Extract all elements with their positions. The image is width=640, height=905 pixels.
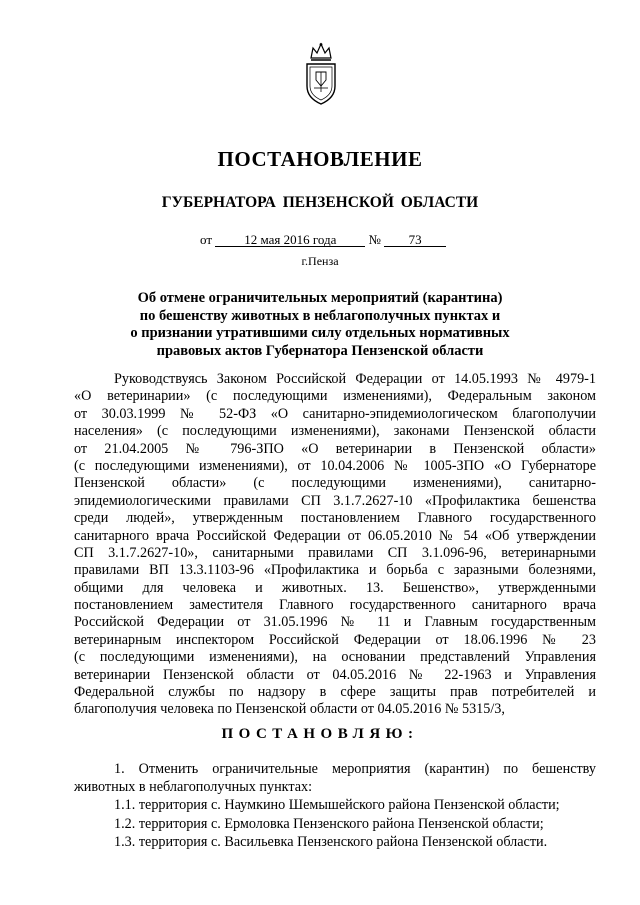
body-line: Руководствуясь Законом Российской Федерации от 14.05.1993 № 4979-1 <box>114 371 596 387</box>
body-line: Федеральной службы по надзору в сфере защиты прав потребителей и <box>74 684 596 701</box>
body-line: правилами ВП 13.3.1103-96 «Профилактика и борьба с заразными болезнями, <box>74 562 596 579</box>
heading-line: Об отмене ограничительных мероприятий (карантина) <box>137 290 503 306</box>
date-line <box>200 232 470 248</box>
decree-heading: ПОСТАНОВЛЯЮ: <box>221 726 419 742</box>
number-label: № <box>368 232 381 247</box>
body-line: от 30.03.1999 № 52-ФЗ «О санитарно-эпидемиологическом благополучии <box>74 405 596 422</box>
document-subtitle: ГУБЕРНАТОРА ПЕНЗЕНСКОЙ ОБЛАСТИ <box>161 194 479 211</box>
date-prefix: от <box>200 232 213 247</box>
document-heading <box>100 290 540 360</box>
decree-items <box>74 760 596 851</box>
body-line: ветеринарным инспектором Российской Федерации от 18.06.1996 № 23 <box>74 631 596 648</box>
list-item: 1.2. территория с. Ермоловка Пензенского района Пензенской области; <box>114 815 544 832</box>
preamble-paragraph <box>74 371 596 719</box>
body-line: (с последующими изменениями), от 10.04.2006 № 1005-ЗПО «О Губернаторе <box>74 457 596 474</box>
body-line: населения» (с последующими изменениями), законами Пензенской области <box>74 423 596 440</box>
body-line: «О ветеринарии» (с последующими изменениями), Федеральным законом <box>74 388 596 405</box>
body-line: (с последующими изменениями), на основании представлений Управления <box>74 649 596 666</box>
body-line: Российской Федерации от 31.05.1996 № 11 и Главным государственным <box>74 614 596 631</box>
body-line: постановлением заместителя Главного государственного санитарного врача <box>74 597 596 614</box>
heading-line: по бешенству животных в неблагополучных пунктах и <box>139 307 501 324</box>
body-line: от 21.04.2005 № 796-ЗПО «О ветеринарии в Пензенской области» <box>74 440 596 457</box>
coat-of-arms-emblem-icon <box>303 42 339 106</box>
body-line: санитарного врача Российской Федерации от 06.05.2010 № 54 «Об утверждении <box>74 527 596 544</box>
list-item: 1.1. территория с. Наумкино Шемышейского района Пензенской области; <box>114 797 560 814</box>
date-value: 12 мая 2016 года <box>215 233 365 247</box>
list-item: 1.3. территория с. Васильевка Пензенского района Пензенской области. <box>114 833 548 850</box>
list-line: животных в неблагополучных пунктах: <box>74 779 313 796</box>
document-number: 73 <box>384 233 446 247</box>
document-title: ПОСТАНОВЛЕНИЕ <box>217 147 423 171</box>
body-line: среди людей», утвержденным постановлением Главного государственного <box>74 510 596 527</box>
body-line: СП 3.1.7.2627-10», санитарными правилами СП 3.1.096-96, ветеринарными <box>74 544 596 561</box>
body-line: ветеринарии Пензенской области от 04.05.2016 № 22-1963 и Управления <box>74 666 596 683</box>
body-line: Пензенской области» (с последующими изменениями), санитарно- <box>74 475 596 492</box>
heading-line: о признании утратившими силу отдельных нормативных <box>130 325 510 341</box>
heading-line: правовых актов Губернатора Пензенской области <box>156 342 484 359</box>
body-line: общими для человека и животных. 13. Бешенство», утвержденными <box>74 579 596 596</box>
body-line: эпидемиологическими правилами СП 3.1.7.2627-10 «Профилактика бешенства <box>74 492 596 509</box>
list-line: 1. Отменить ограничительные мероприятия (карантин) по бешенству <box>114 761 596 777</box>
city: г.Пенза <box>301 254 339 268</box>
body-line: благополучия человека по Пензенской области от 04.05.2016 № 5315/3, <box>74 701 505 718</box>
